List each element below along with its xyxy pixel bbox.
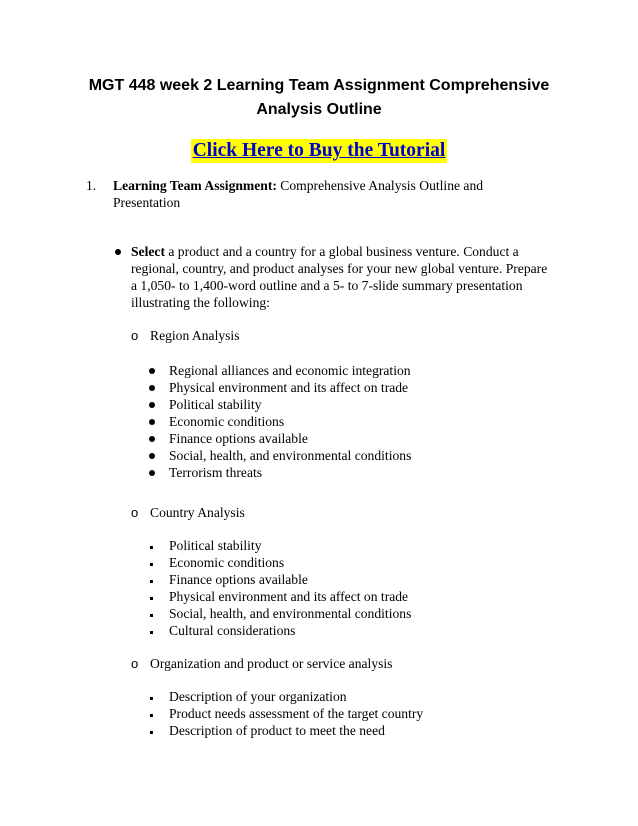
- list-item: Social, health, and environmental conditions: [169, 448, 412, 463]
- list-item: Finance options available: [169, 430, 411, 447]
- list-item: Regional alliances and economic integration: [169, 363, 411, 378]
- tutorial-link-container: [0, 139, 638, 163]
- list-item: Social, health, and environmental conditions: [169, 606, 412, 621]
- list-item: Economic conditions: [169, 554, 411, 571]
- bullet-dot-icon: [115, 249, 121, 255]
- circle-bullet-icon: o: [131, 656, 139, 671]
- section-organization: [131, 655, 393, 672]
- circle-bullet-icon: o: [131, 505, 139, 520]
- item-1-text: [113, 177, 553, 211]
- section-region: [131, 327, 240, 344]
- list-item: Political stability: [169, 537, 411, 554]
- paragraph-bold: Select: [131, 244, 165, 259]
- section-heading: Region Analysis: [150, 328, 240, 343]
- list-item: Description of product to meet the need: [169, 722, 423, 739]
- document-title: MGT 448 week 2 Learning Team Assignment Comprehensive Analysis Outline: [88, 77, 550, 118]
- list-item: Physical environment and its affect on trade: [169, 379, 411, 396]
- assignment-paragraph: [131, 243, 551, 311]
- item-1-bold: Learning Team Assignment:: [113, 178, 277, 193]
- list-item: Terrorism threats: [169, 464, 411, 481]
- paragraph-rest: a product and a country for a global business venture. Conduct a regional, country, and product analyses for your new global venture. Prepare a 1,050- to 1,400-word outline and a 5- to 7-slide summary presentation illustrating the following:: [131, 244, 548, 310]
- item-1-rest: Comprehensive Analysis Outline and Presentation: [113, 178, 484, 210]
- list-item: Product needs assessment of the target country: [169, 706, 424, 721]
- country-analysis-list: [169, 537, 411, 639]
- list-item: Cultural considerations: [169, 622, 411, 639]
- list-item: Economic conditions: [169, 413, 411, 430]
- buy-tutorial-link[interactable]: Click Here to Buy the Tutorial: [192, 140, 446, 161]
- list-item: Finance options available: [169, 571, 411, 588]
- circle-bullet-icon: o: [131, 328, 139, 343]
- organization-analysis-list: [169, 688, 423, 739]
- list-item: Political stability: [169, 396, 411, 413]
- item-number: 1.: [86, 178, 97, 193]
- section-heading: Country Analysis: [150, 505, 245, 520]
- list-item: Physical environment and its affect on trade: [169, 588, 411, 605]
- region-analysis-list: [169, 362, 411, 481]
- section-heading: Organization and product or service analysis: [150, 656, 393, 671]
- list-item: Description of your organization: [169, 688, 423, 705]
- section-country: [131, 504, 245, 521]
